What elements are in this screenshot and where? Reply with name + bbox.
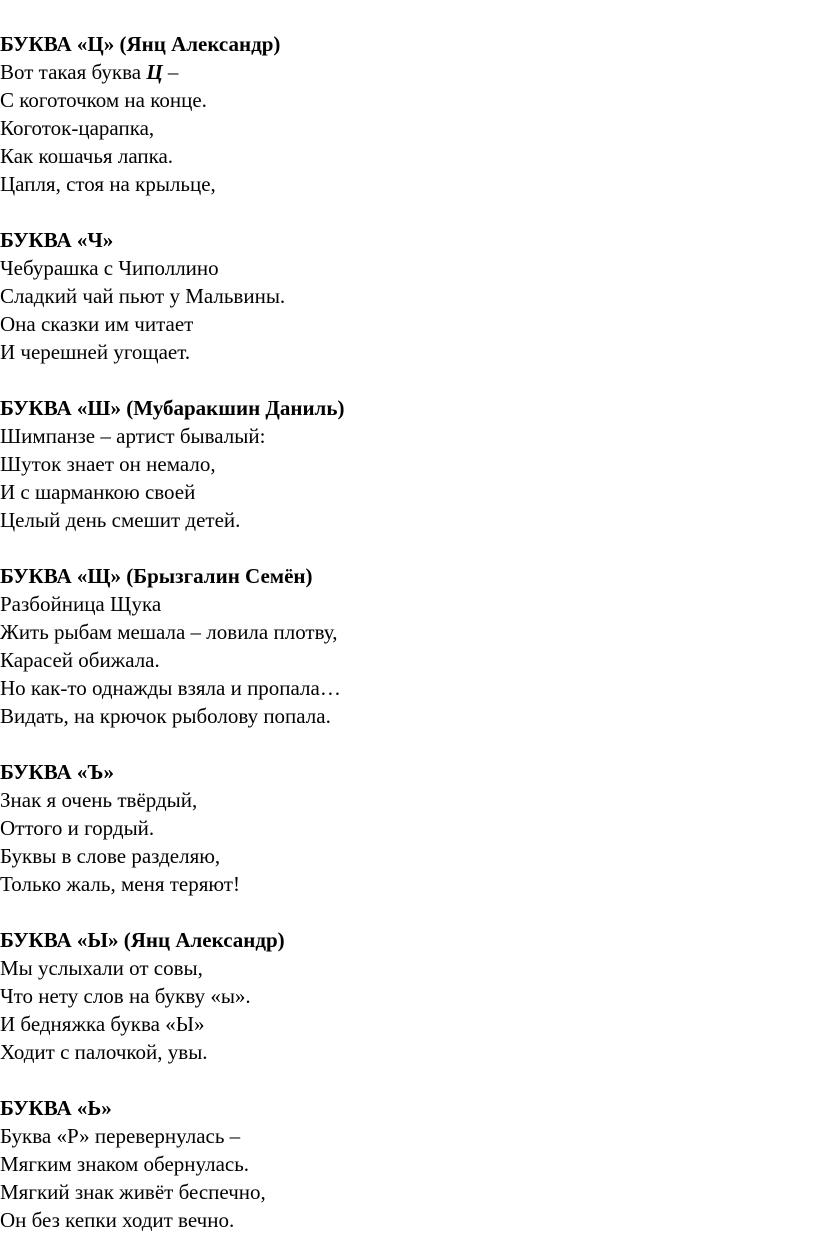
stanza-heading: БУКВА «Ь» [0, 1096, 112, 1120]
poem-line: Знак я очень твёрдый, [0, 788, 198, 812]
poem-line: Только жаль, меня теряют! [0, 872, 240, 896]
poem-line: Чебурашка с Чиполлино [0, 256, 219, 280]
poem-line: Он без кепки ходит вечно. [0, 1208, 235, 1232]
poem-line: Шуток знает он немало, [0, 452, 216, 476]
stanza-letter-shch [0, 562, 800, 730]
stanza-heading: БУКВА «Ш» (Мубаракшин Даниль) [0, 396, 345, 420]
poem-line: Разбойница Щука [0, 592, 162, 616]
stanza-heading: БУКВА «Ы» (Янц Александр) [0, 928, 285, 952]
emphasized-letter: Ц [146, 60, 163, 84]
poem-line: Мягким знаком обернулась. [0, 1152, 250, 1176]
stanza-letter-y [0, 926, 800, 1066]
poem-line: Буква «Р» перевернулась – [0, 1124, 241, 1148]
poem-line: Что нету слов на букву «ы». [0, 984, 251, 1008]
poem-line: Сладкий чай пьют у Мальвины. [0, 284, 286, 308]
stanza-letter-hard-sign [0, 758, 800, 898]
stanza-heading: БУКВА «Ц» (Янц Александр) [0, 32, 281, 56]
poem-line-text: Вот такая буква [0, 60, 147, 84]
stanza-heading: БУКВА «Щ» (Брызгалин Семён) [0, 564, 313, 588]
stanza-letter-soft-sign [0, 1094, 800, 1234]
poem-line: И бедняжка буква «Ы» [0, 1012, 205, 1036]
poem-line: Целый день смешит детей. [0, 508, 241, 532]
poem-line: Оттого и гордый. [0, 816, 155, 840]
poem-line: Мягкий знак живёт беспечно, [0, 1180, 266, 1204]
poem-line: Буквы в слове разделяю, [0, 844, 221, 868]
stanza-heading: БУКВА «Ч» [0, 228, 114, 252]
stanza-letter-ch [0, 226, 800, 366]
poem-line: Видать, на крючок рыболову попала. [0, 704, 331, 728]
stanza-letter-sh [0, 394, 800, 534]
poem-line: Жить рыбам мешала – ловила плотву, [0, 620, 338, 644]
stanza-letter-ts [0, 30, 800, 198]
stanza-heading: БУКВА «Ъ» [0, 760, 114, 784]
poem-line: Мы услыхали от совы, [0, 956, 203, 980]
poem-line: И с шарманкою своей [0, 480, 196, 504]
poem-line: Карасей обижала. [0, 648, 160, 672]
poem-line: И черешней угощает. [0, 340, 191, 364]
poem-line: Шимпанзе – артист бывалый: [0, 424, 266, 448]
poem-line: С коготочком на конце. [0, 88, 207, 112]
poem-line: Цапля, стоя на крыльце, [0, 172, 216, 196]
poem-line: Но как-то однажды взяла и пропала… [0, 676, 341, 700]
poem-line [0, 58, 800, 86]
poem-line: Коготок-царапка, [0, 116, 155, 140]
poem-line: Она сказки им читает [0, 312, 194, 336]
poem-line: Как кошачья лапка. [0, 144, 174, 168]
poem-line: Ходит с палочкой, увы. [0, 1040, 208, 1064]
poem-line-dash: – [162, 60, 179, 84]
